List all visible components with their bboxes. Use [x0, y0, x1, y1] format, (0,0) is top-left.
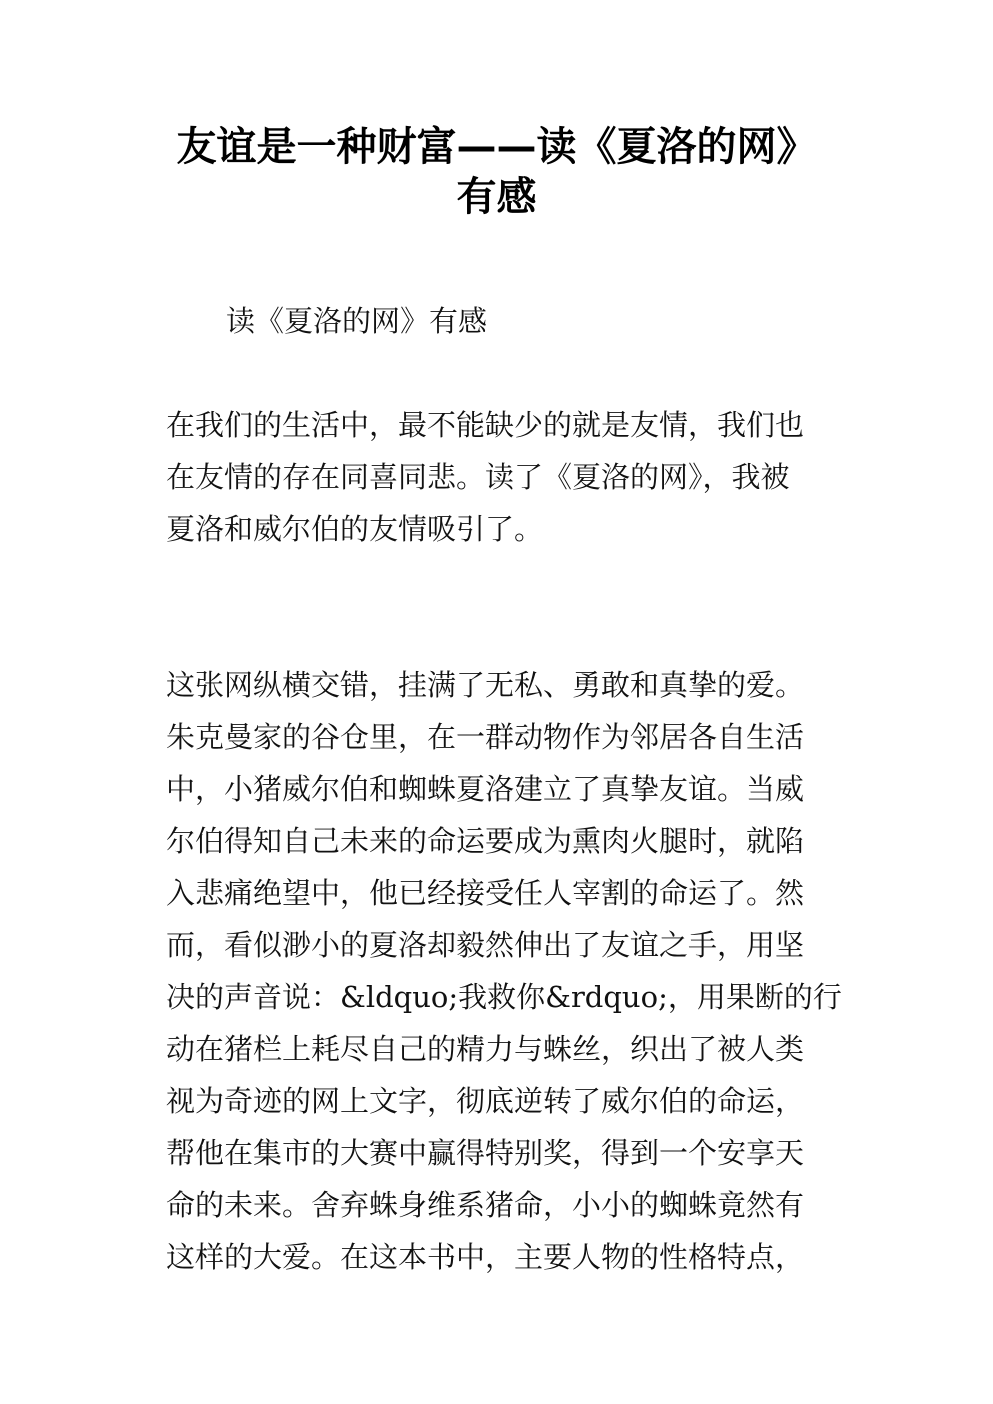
text-line: 视为奇迹的网上文字，彻底逆转了威尔伯的命运，	[166, 1084, 805, 1118]
title-line: 友谊是一种财富——读《夏洛的网》	[176, 124, 817, 170]
text-line: 入悲痛绝望中，他已经接受任人宰割的命运了。然	[166, 876, 805, 910]
text-line: 命的未来。舍弃蛛身维系猪命，小小的蜘蛛竟然有	[166, 1188, 805, 1222]
text-line: 这张网纵横交错，挂满了无私、勇敢和真挚的爱。	[166, 668, 805, 702]
paragraph-intro	[166, 405, 846, 561]
document-subtitle: 读《夏洛的网》有感	[226, 304, 488, 338]
text-line: 在友情的存在同喜同悲。读了《夏洛的网》，我被	[166, 460, 790, 494]
text-line: 朱克曼家的谷仓里，在一群动物作为邻居各自生活	[166, 720, 805, 754]
text-line: 夏洛和威尔伯的友情吸引了。	[166, 512, 544, 546]
text-line: 尔伯得知自己未来的命运要成为熏肉火腿时，就陷	[166, 824, 805, 858]
title-line: 有感	[456, 174, 537, 220]
text-line: 帮他在集市的大赛中赢得特别奖，得到一个安享天	[166, 1136, 805, 1170]
text-line: 而，看似渺小的夏洛却毅然伸出了友谊之手，用坚	[166, 928, 805, 962]
text-line: 决的声音说：&ldquo;我救你&rdquo;，用果断的行	[166, 980, 842, 1014]
text-line: 中，小猪威尔伯和蜘蛛夏洛建立了真挚友谊。当威	[166, 772, 805, 806]
text-line: 在我们的生活中，最不能缺少的就是友情，我们也	[166, 408, 805, 442]
text-line: 动在猪栏上耗尽自己的精力与蛛丝，织出了被人类	[166, 1032, 805, 1066]
text-line: 这样的大爱。在这本书中，主要人物的性格特点，	[166, 1240, 805, 1274]
paragraph-story	[166, 665, 846, 1289]
document-title	[150, 122, 843, 222]
